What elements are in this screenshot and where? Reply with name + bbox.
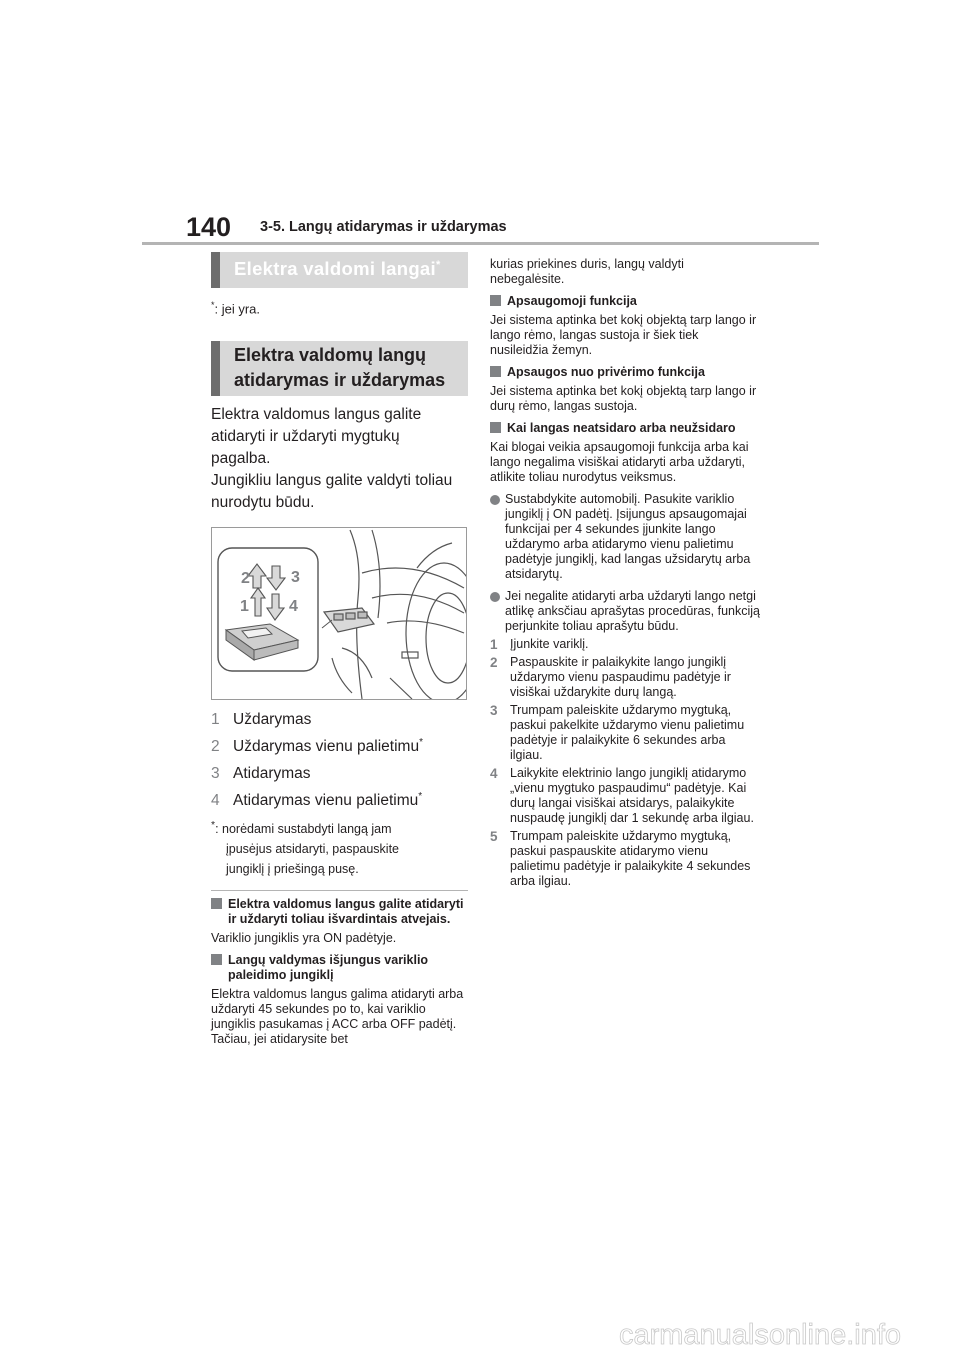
header-rule: [142, 242, 819, 245]
heading-main-mark: *: [435, 258, 441, 271]
heading-main-text: Elektra valdomi langai: [234, 258, 436, 279]
legend-mark: *: [418, 791, 423, 802]
legend-text: Uždarymas vienu palietimu: [233, 738, 420, 756]
legend-note-line: įpusėjus atsidaryti, paspauskite: [226, 842, 400, 857]
legend-number: 1: [211, 711, 220, 729]
intro-line: pagalba.: [211, 450, 271, 467]
bullet-item: Jei negalite atidaryti arba uždaryti lango netgi atlikę anksčiau aprašytas procedūras, funkciją perjunkite toliau aprašytu būdu.: [490, 589, 760, 634]
subheading: Apsaugos nuo privėrimo funkcija: [490, 365, 760, 380]
paragraph: Variklio jungiklis yra ON padėtyje.: [211, 931, 397, 945]
step-item: 2 Paspauskite ir palaikykite lango jungiklį uždarymo vienu paspaudimu padėtyje ir visiškai uždarykite durų langą.: [490, 655, 731, 699]
right-column-notes: [490, 257, 760, 889]
step-item: 1 Įjunkite variklį.: [490, 637, 589, 652]
intro-line: Jungikliu langus galite valdyti toliau: [211, 472, 453, 489]
step-item: 3 Trumpam paleiskite uždarymo mygtuką, paskui pakelkite uždarymo vienu palietimu padėtyje ir palaikykite 6 sekundes arba ilgiau.: [490, 703, 745, 762]
subheading: Langų valdymas išjungus variklio paleidimo jungiklį: [211, 953, 473, 983]
heading-sub-line2: atidarymas ir uždarymas: [234, 370, 446, 390]
intro-line: atidaryti ir uždaryti mygtukų: [211, 428, 400, 445]
round-bullet-icon: [490, 592, 500, 602]
page-number: 140: [186, 212, 232, 242]
subheading: Elektra valdomus langus galite atidaryti ir uždaryti toliau išvardintais atvejais.: [211, 897, 473, 927]
window-switch-illustration: [211, 527, 467, 700]
paragraph: Kai blogai veikia apsaugomoji funkcija arba kai lango negalima visiškai atidaryti arba uždaryti, atlikite toliau nurodytus veiksmus.: [490, 440, 749, 484]
intro-line: Elektra valdomus langus galite: [211, 406, 422, 423]
legend-mark: *: [419, 737, 423, 748]
left-column-notes: [211, 897, 473, 1047]
heading-sub-line1: Elektra valdomų langų: [234, 345, 427, 365]
legend-item: [211, 759, 473, 786]
bullet-item: Sustabdykite automobilį. Pasukite variklio jungiklį į ON padėtį. Įsijungus apsaugomajai funkcijai per 4 sekundes įjunkite lango uždarymo arba atidarymo vienu palietimu padėtyje jungiklį, kad langas užsidarytų arba atsidarytų.: [490, 492, 760, 582]
legend-item: [211, 705, 473, 732]
legend-text: Atidarymas: [233, 765, 311, 783]
footnote-top: [211, 300, 260, 316]
square-bullet-icon: [490, 295, 501, 306]
illustration-svg: [212, 528, 466, 699]
footnote-top-text: : jei yra.: [214, 301, 261, 317]
legend-note-line: : norėdami sustabdyti langą jam: [215, 822, 392, 837]
figure-label-3: 3: [291, 569, 300, 586]
legend-text: Uždarymas: [233, 711, 312, 729]
callout-line: [322, 620, 332, 628]
intro-line: nurodytu būdu.: [211, 494, 315, 511]
legend-item: [211, 786, 473, 813]
paragraph: Jei sistema aptinka bet kokį objektą tarp lango ir durų rėmo, langas sustoja.: [490, 384, 757, 413]
legend-text: Atidarymas vienu palietimu: [233, 792, 419, 810]
legend-list: [211, 705, 473, 813]
legend-footnote: [211, 816, 473, 879]
square-bullet-icon: [490, 366, 501, 377]
round-bullet-icon: [490, 495, 500, 505]
step-item: 5 Trumpam paleiskite uždarymo mygtuką, paskui paspauskite atidarymo vienu palietimu padėtyje ir palaikykite 4 sekundes arba ilgiau.: [490, 829, 751, 888]
figure-label-1: 1: [240, 598, 249, 615]
legend-number: 2: [211, 738, 220, 756]
section-title: 3-5. Langų atidarymas ir uždarymas: [260, 219, 507, 235]
legend-number: 3: [211, 765, 220, 783]
square-bullet-icon: [211, 954, 222, 965]
intro-text: [211, 404, 473, 514]
paragraph: Elektra valdomus langus galima atidaryti arba uždaryti 45 sekundes po to, kai variklio jungiklis pasukamas į ACC arba OFF padėtį. Tačiau, jei atidarysite bet: [211, 987, 464, 1046]
heading-main: [211, 252, 468, 288]
figure-label-4: 4: [289, 598, 298, 615]
paragraph: Jei sistema aptinka bet kokį objektą tarp lango ir lango rėmo, langas sustoja ir šiek tiek nusileidžia žemyn.: [490, 313, 757, 357]
section-divider: [211, 890, 468, 891]
legend-note-line: jungiklį į priešingą pusę.: [226, 862, 359, 877]
subheading: Apsaugomoji funkcija: [490, 294, 760, 309]
watermark: [570, 1314, 950, 1354]
footnote-top-mark: *: [211, 300, 215, 310]
step-item: 4 Laikykite elektrinio lango jungiklį atidarymo „vienu mygtuko paspaudimu“ padėtyje. Kai durų langai visiškai atsidarys, palaikykite nuspaudę jungiklį dar 1 sekundę arba ilgiau.: [490, 766, 754, 825]
subheading: Kai langas neatsidaro arba neužsidaro: [490, 421, 760, 436]
legend-note-mark: *: [211, 820, 216, 831]
legend-number: 4: [211, 792, 220, 810]
square-bullet-icon: [490, 422, 501, 433]
legend-item: [211, 732, 473, 759]
paragraph: kurias priekines duris, langų valdyti nebegalėsite.: [490, 257, 684, 286]
square-bullet-icon: [211, 898, 222, 909]
watermark-text: carmanualsonline.info: [618, 1319, 902, 1351]
figure-label-2: 2: [241, 570, 250, 587]
heading-sub: [211, 341, 468, 396]
